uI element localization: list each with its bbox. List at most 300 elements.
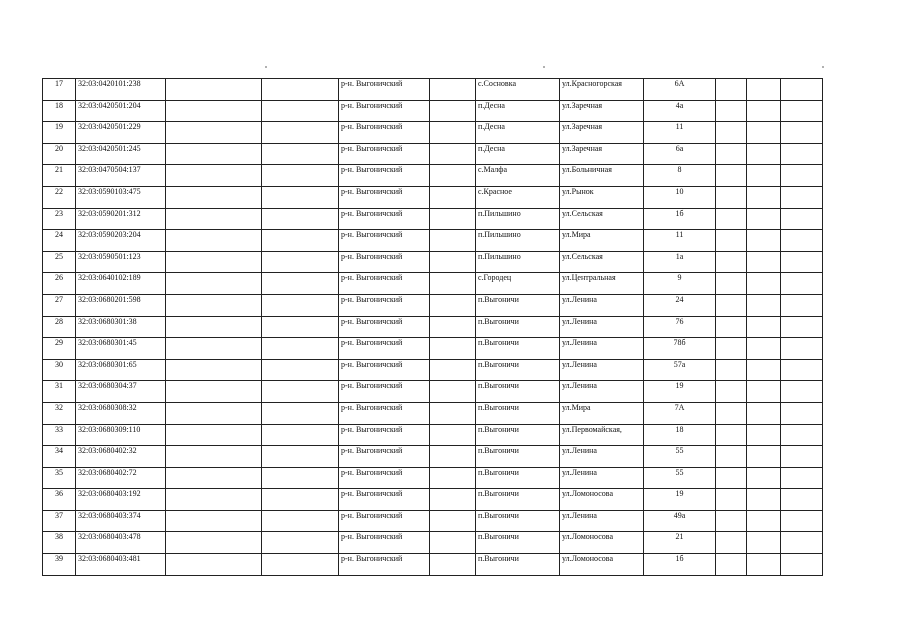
empty-cell [747, 273, 781, 295]
house-number: 10 [644, 186, 716, 208]
empty-cell [716, 165, 747, 187]
house-number: 57а [644, 359, 716, 381]
empty-cell [166, 122, 262, 144]
district: р-н. Выгоничский [339, 381, 430, 403]
empty-cell [781, 186, 823, 208]
street: ул.Центральная [560, 273, 644, 295]
house-number: 6А [644, 79, 716, 101]
district: р-н. Выгоничский [339, 446, 430, 468]
empty-cell [166, 359, 262, 381]
empty-cell [716, 100, 747, 122]
empty-cell [166, 165, 262, 187]
cadastral-number: 32:03:0680301:45 [76, 338, 166, 360]
empty-cell [716, 554, 747, 576]
empty-cell [262, 467, 339, 489]
empty-cell [716, 510, 747, 532]
row-number: 32 [43, 402, 76, 424]
empty-cell [747, 359, 781, 381]
empty-cell [747, 230, 781, 252]
table-row [43, 79, 823, 101]
row-number: 24 [43, 230, 76, 252]
table-row [43, 143, 823, 165]
empty-cell [430, 273, 476, 295]
row-number: 39 [43, 554, 76, 576]
house-number: 11 [644, 230, 716, 252]
street: ул.Заречная [560, 122, 644, 144]
empty-cell [262, 100, 339, 122]
empty-cell [166, 316, 262, 338]
empty-cell [781, 424, 823, 446]
cadastral-number: 32:03:0680402:32 [76, 446, 166, 468]
empty-cell [781, 402, 823, 424]
row-number: 37 [43, 510, 76, 532]
empty-cell [262, 316, 339, 338]
district: р-н. Выгоничский [339, 359, 430, 381]
empty-cell [430, 294, 476, 316]
locality: п.Пильшино [476, 230, 560, 252]
empty-cell [166, 402, 262, 424]
table-row [43, 338, 823, 360]
empty-cell [262, 122, 339, 144]
street: ул.Ленина [560, 510, 644, 532]
empty-cell [747, 208, 781, 230]
empty-cell [262, 532, 339, 554]
locality: с.Малфа [476, 165, 560, 187]
district: р-н. Выгоничский [339, 100, 430, 122]
house-number: 18 [644, 424, 716, 446]
row-number: 36 [43, 489, 76, 511]
empty-cell [716, 294, 747, 316]
district: р-н. Выгоничский [339, 143, 430, 165]
row-number: 21 [43, 165, 76, 187]
row-number: 31 [43, 381, 76, 403]
empty-cell [747, 467, 781, 489]
table-row [43, 532, 823, 554]
empty-cell [716, 230, 747, 252]
empty-cell [781, 381, 823, 403]
locality: п.Выгоничи [476, 467, 560, 489]
empty-cell [166, 273, 262, 295]
street: ул.Заречная [560, 100, 644, 122]
empty-cell [716, 273, 747, 295]
empty-cell [166, 186, 262, 208]
empty-cell [262, 143, 339, 165]
cadastral-number: 32:03:0590103:475 [76, 186, 166, 208]
empty-cell [781, 79, 823, 101]
district: р-н. Выгоничский [339, 122, 430, 144]
empty-cell [716, 186, 747, 208]
cadastral-number: 32:03:0680403:192 [76, 489, 166, 511]
locality: п.Десна [476, 100, 560, 122]
empty-cell [262, 381, 339, 403]
empty-cell [262, 165, 339, 187]
street: ул.Первомайская, [560, 424, 644, 446]
empty-cell [716, 446, 747, 468]
cadastral-number: 32:03:0680308:32 [76, 402, 166, 424]
table-row [43, 251, 823, 273]
empty-cell [781, 143, 823, 165]
empty-cell [747, 554, 781, 576]
street: ул.Ленина [560, 338, 644, 360]
empty-cell [262, 402, 339, 424]
cadastral-number: 32:03:0680403:374 [76, 510, 166, 532]
empty-cell [781, 532, 823, 554]
locality: п.Выгоничи [476, 510, 560, 532]
empty-cell [747, 510, 781, 532]
street: ул.Ленина [560, 381, 644, 403]
property-table [42, 78, 823, 576]
locality: п.Выгоничи [476, 489, 560, 511]
row-number: 19 [43, 122, 76, 144]
district: р-н. Выгоничский [339, 554, 430, 576]
empty-cell [781, 316, 823, 338]
table-row [43, 467, 823, 489]
house-number: 76 [644, 316, 716, 338]
street: ул.Ленина [560, 294, 644, 316]
row-number: 18 [43, 100, 76, 122]
table-row [43, 100, 823, 122]
empty-cell [430, 381, 476, 403]
empty-cell [430, 467, 476, 489]
locality: п.Выгоничи [476, 338, 560, 360]
house-number: 78б [644, 338, 716, 360]
empty-cell [430, 79, 476, 101]
table-row [43, 122, 823, 144]
empty-cell [781, 359, 823, 381]
locality: п.Выгоничи [476, 446, 560, 468]
row-number: 34 [43, 446, 76, 468]
empty-cell [166, 554, 262, 576]
empty-cell [430, 489, 476, 511]
locality: п.Пильшино [476, 251, 560, 273]
district: р-н. Выгоничский [339, 338, 430, 360]
row-number: 25 [43, 251, 76, 273]
empty-cell [166, 100, 262, 122]
empty-cell [430, 532, 476, 554]
district: р-н. Выгоничский [339, 273, 430, 295]
house-number: 21 [644, 532, 716, 554]
empty-cell [716, 338, 747, 360]
district: р-н. Выгоничский [339, 186, 430, 208]
empty-cell [166, 489, 262, 511]
district: р-н. Выгоничский [339, 79, 430, 101]
table-body [43, 79, 823, 576]
empty-cell [747, 186, 781, 208]
street: ул.Ленина [560, 446, 644, 468]
row-number: 22 [43, 186, 76, 208]
row-number: 29 [43, 338, 76, 360]
row-number: 33 [43, 424, 76, 446]
empty-cell [262, 489, 339, 511]
house-number: 19 [644, 489, 716, 511]
empty-cell [430, 100, 476, 122]
house-number: 55 [644, 446, 716, 468]
empty-cell [781, 489, 823, 511]
empty-cell [716, 467, 747, 489]
table-row [43, 186, 823, 208]
table-row [43, 510, 823, 532]
empty-cell [747, 424, 781, 446]
district: р-н. Выгоничский [339, 230, 430, 252]
locality: п.Пильшино [476, 208, 560, 230]
empty-cell [166, 251, 262, 273]
street: ул.Мира [560, 230, 644, 252]
empty-cell [781, 554, 823, 576]
district: р-н. Выгоничский [339, 424, 430, 446]
street: ул.Ломоносова [560, 554, 644, 576]
table-row [43, 208, 823, 230]
table-row [43, 359, 823, 381]
row-number: 35 [43, 467, 76, 489]
cadastral-number: 32:03:0590203:204 [76, 230, 166, 252]
house-number: 1б [644, 208, 716, 230]
cadastral-number: 32:03:0420101:238 [76, 79, 166, 101]
locality: п.Выгоничи [476, 316, 560, 338]
row-number: 23 [43, 208, 76, 230]
empty-cell [430, 208, 476, 230]
empty-cell [747, 489, 781, 511]
empty-cell [430, 122, 476, 144]
empty-cell [781, 510, 823, 532]
cadastral-number: 32:03:0470504:137 [76, 165, 166, 187]
table-row [43, 424, 823, 446]
locality: п.Выгоничи [476, 402, 560, 424]
table-row [43, 316, 823, 338]
empty-cell [716, 143, 747, 165]
empty-cell [166, 294, 262, 316]
empty-cell [262, 338, 339, 360]
table-row [43, 381, 823, 403]
house-number: 24 [644, 294, 716, 316]
empty-cell [716, 359, 747, 381]
cadastral-number: 32:03:0420501:204 [76, 100, 166, 122]
empty-cell [781, 251, 823, 273]
table-row [43, 489, 823, 511]
row-number: 20 [43, 143, 76, 165]
cadastral-number: 32:03:0590501:123 [76, 251, 166, 273]
empty-cell [716, 381, 747, 403]
empty-cell [781, 122, 823, 144]
house-number: 11 [644, 122, 716, 144]
empty-cell [430, 143, 476, 165]
empty-cell [716, 489, 747, 511]
empty-cell [262, 294, 339, 316]
empty-cell [166, 143, 262, 165]
row-number: 30 [43, 359, 76, 381]
table-row [43, 554, 823, 576]
district: р-н. Выгоничский [339, 316, 430, 338]
empty-cell [262, 186, 339, 208]
empty-cell [166, 230, 262, 252]
empty-cell [716, 424, 747, 446]
cadastral-number: 32:03:0590201:312 [76, 208, 166, 230]
empty-cell [166, 532, 262, 554]
empty-cell [166, 79, 262, 101]
district: р-н. Выгоничский [339, 489, 430, 511]
empty-cell [781, 294, 823, 316]
street: ул.Сельская [560, 251, 644, 273]
table-row [43, 294, 823, 316]
street: ул.Красногорская [560, 79, 644, 101]
locality: п.Выгоничи [476, 294, 560, 316]
street: ул.Рынок [560, 186, 644, 208]
locality: п.Выгоничи [476, 532, 560, 554]
cadastral-number: 32:03:0680304:37 [76, 381, 166, 403]
house-number: 49а [644, 510, 716, 532]
scan-speck [543, 66, 545, 68]
empty-cell [430, 424, 476, 446]
empty-cell [262, 79, 339, 101]
street: ул.Больничная [560, 165, 644, 187]
locality: п.Выгоничи [476, 554, 560, 576]
row-number: 38 [43, 532, 76, 554]
scan-speck [822, 66, 824, 68]
empty-cell [262, 359, 339, 381]
empty-cell [747, 446, 781, 468]
table-row [43, 402, 823, 424]
district: р-н. Выгоничский [339, 467, 430, 489]
scan-speck [265, 66, 267, 68]
empty-cell [430, 446, 476, 468]
empty-cell [166, 510, 262, 532]
empty-cell [430, 251, 476, 273]
row-number: 28 [43, 316, 76, 338]
district: р-н. Выгоничский [339, 208, 430, 230]
house-number: 19 [644, 381, 716, 403]
street: ул.Ленина [560, 316, 644, 338]
table-row [43, 165, 823, 187]
district: р-н. Выгоничский [339, 532, 430, 554]
empty-cell [262, 510, 339, 532]
street: ул.Мира [560, 402, 644, 424]
locality: п.Десна [476, 122, 560, 144]
cadastral-number: 32:03:0680309:110 [76, 424, 166, 446]
empty-cell [781, 467, 823, 489]
house-number: 8 [644, 165, 716, 187]
empty-cell [716, 251, 747, 273]
empty-cell [430, 186, 476, 208]
locality: с.Красное [476, 186, 560, 208]
empty-cell [262, 424, 339, 446]
empty-cell [262, 208, 339, 230]
empty-cell [781, 230, 823, 252]
empty-cell [781, 446, 823, 468]
empty-cell [430, 359, 476, 381]
locality: с.Городец [476, 273, 560, 295]
house-number: 6а [644, 143, 716, 165]
cadastral-number: 32:03:0680301:65 [76, 359, 166, 381]
empty-cell [262, 446, 339, 468]
house-number: 1а [644, 251, 716, 273]
street: ул.Ломоносова [560, 489, 644, 511]
house-number: 7А [644, 402, 716, 424]
row-number: 17 [43, 79, 76, 101]
empty-cell [747, 316, 781, 338]
empty-cell [781, 165, 823, 187]
cadastral-number: 32:03:0640102:189 [76, 273, 166, 295]
empty-cell [716, 532, 747, 554]
street: ул.Ленина [560, 467, 644, 489]
district: р-н. Выгоничский [339, 402, 430, 424]
empty-cell [747, 143, 781, 165]
empty-cell [747, 79, 781, 101]
empty-cell [430, 165, 476, 187]
house-number: 9 [644, 273, 716, 295]
empty-cell [430, 402, 476, 424]
district: р-н. Выгоничский [339, 165, 430, 187]
empty-cell [747, 165, 781, 187]
street: ул.Ленина [560, 359, 644, 381]
locality: п.Выгоничи [476, 424, 560, 446]
house-number: 1б [644, 554, 716, 576]
empty-cell [262, 251, 339, 273]
empty-cell [430, 230, 476, 252]
empty-cell [747, 381, 781, 403]
empty-cell [747, 532, 781, 554]
row-number: 26 [43, 273, 76, 295]
empty-cell [747, 294, 781, 316]
cadastral-number: 32:03:0420501:229 [76, 122, 166, 144]
district: р-н. Выгоничский [339, 294, 430, 316]
table-row [43, 230, 823, 252]
empty-cell [430, 316, 476, 338]
empty-cell [166, 467, 262, 489]
empty-cell [781, 273, 823, 295]
empty-cell [781, 208, 823, 230]
street: ул.Ломоносова [560, 532, 644, 554]
empty-cell [166, 208, 262, 230]
empty-cell [781, 100, 823, 122]
empty-cell [262, 554, 339, 576]
row-number: 27 [43, 294, 76, 316]
empty-cell [747, 100, 781, 122]
house-number: 4а [644, 100, 716, 122]
locality: п.Выгоничи [476, 359, 560, 381]
empty-cell [716, 316, 747, 338]
empty-cell [430, 510, 476, 532]
empty-cell [166, 446, 262, 468]
empty-cell [716, 122, 747, 144]
empty-cell [747, 251, 781, 273]
empty-cell [781, 338, 823, 360]
cadastral-number: 32:03:0680301:38 [76, 316, 166, 338]
street: ул.Заречная [560, 143, 644, 165]
table-row [43, 273, 823, 295]
empty-cell [747, 122, 781, 144]
locality: с.Сосновка [476, 79, 560, 101]
table-row [43, 446, 823, 468]
cadastral-number: 32:03:0420501:245 [76, 143, 166, 165]
empty-cell [716, 402, 747, 424]
empty-cell [166, 338, 262, 360]
empty-cell [716, 79, 747, 101]
street: ул.Сельская [560, 208, 644, 230]
cadastral-number: 32:03:0680403:481 [76, 554, 166, 576]
empty-cell [747, 402, 781, 424]
empty-cell [166, 381, 262, 403]
district: р-н. Выгоничский [339, 251, 430, 273]
locality: п.Десна [476, 143, 560, 165]
empty-cell [747, 338, 781, 360]
empty-cell [262, 273, 339, 295]
house-number: 55 [644, 467, 716, 489]
empty-cell [430, 338, 476, 360]
empty-cell [262, 230, 339, 252]
cadastral-number: 32:03:0680402:72 [76, 467, 166, 489]
cadastral-number: 32:03:0680403:478 [76, 532, 166, 554]
empty-cell [166, 424, 262, 446]
cadastral-number: 32:03:0680201:598 [76, 294, 166, 316]
